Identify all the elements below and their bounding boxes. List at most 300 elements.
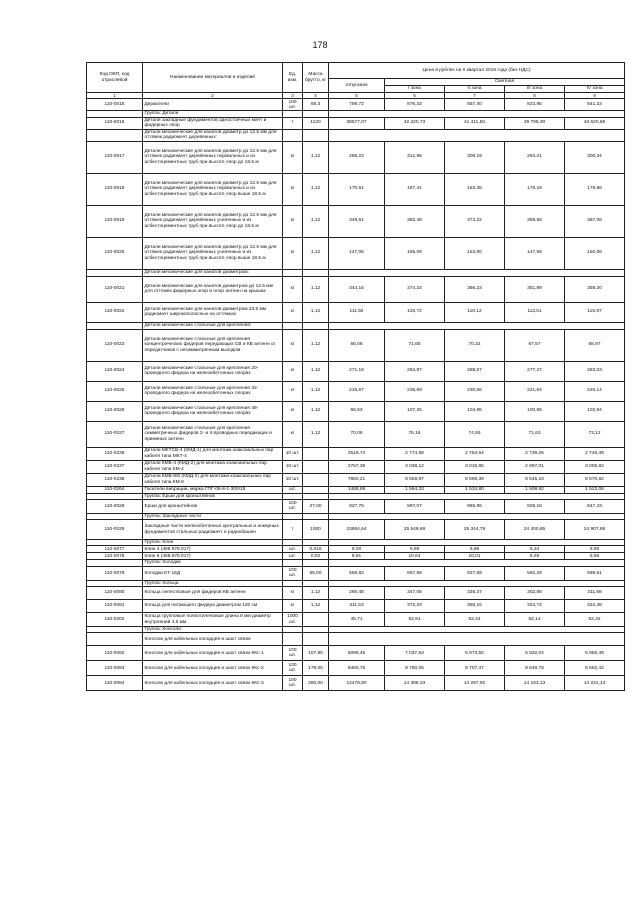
code-cell: 110-0027	[87, 421, 143, 447]
zone-price-cell: 1 523,08	[565, 486, 625, 493]
mass-cell: 1,12	[303, 361, 329, 381]
wholesale-price-cell: 38577,07	[329, 117, 385, 129]
group-label: Группа: Клин	[143, 540, 283, 546]
zone-price-cell: 176,19	[505, 173, 565, 205]
name-cell: Держатели	[143, 99, 283, 111]
zone-price-cell: 52,14	[505, 613, 565, 627]
name-cell: Закладные части железобетонных центральных и анкерных фундаментов стальных радиомачт и радиобашен	[143, 520, 283, 540]
wholesale-price-cell: 147,06	[329, 237, 385, 269]
unit-cell: 10 шт.	[283, 447, 303, 460]
unit-cell: т	[283, 117, 303, 129]
zone-price-cell: 300,34	[565, 141, 625, 173]
column-number: 5	[329, 93, 385, 99]
code-cell: 110-0021	[87, 276, 143, 302]
zone-price-cell: 14 388,33	[385, 676, 445, 691]
zone-price-cell: 7 037,63	[385, 646, 445, 661]
zone-price-cell: 6 932,04	[505, 646, 565, 661]
wholesale-price-cell: 98,63	[329, 401, 385, 421]
mass-cell	[303, 447, 329, 460]
zone-price-cell: 324,72	[505, 600, 565, 613]
code-cell: 110-0081	[87, 600, 143, 613]
unit-cell: 100 шт.	[283, 646, 303, 661]
unit-cell: 100 шт.	[283, 566, 303, 580]
price-group-header: Цена в рублях на II квартал 2016 года (без НДС)	[329, 63, 625, 79]
unit-cell: кг	[283, 587, 303, 600]
wholesale-price-cell: 111,92	[329, 302, 385, 322]
name-cell: Детали механические стальные для крепления концентрических фидеров передающих СВ и КВ антенн от передатчиков с несиммитричным выходом	[143, 329, 283, 361]
zone-price-cell: 9,56	[565, 553, 625, 560]
name-header: Наименование материалов и изделий	[143, 63, 283, 93]
name-cell: Кольца для питающего фидера диаметром 120 см	[143, 600, 283, 613]
unit-cell: 1000 шт.	[283, 613, 303, 627]
name-cell: Клин 6 (488.978.017)	[143, 553, 283, 560]
column-number: 3	[283, 93, 303, 99]
zone-price-cell: 2 754,64	[445, 447, 505, 460]
unit-header: Ед. изм.	[283, 63, 303, 93]
name-cell: Консоли для кабельных колодцев и шахт связи ККс-3	[143, 676, 283, 691]
code-cell: 110-0029	[87, 520, 143, 540]
unit-cell: кг	[283, 421, 303, 447]
wholesale-price-cell: 8450,76	[329, 661, 385, 676]
zone-price-cell: 350,15	[445, 600, 505, 613]
name-cell: Детали закладные фундаментов одностоечных мачт и фидерных опор	[143, 117, 283, 129]
zone-price-cell: 71,63	[505, 421, 565, 447]
mass-cell: 1,12	[303, 421, 329, 447]
code-cell: 110-0017	[87, 141, 143, 173]
code-cell: 110-0025	[87, 381, 143, 401]
code-cell: 110-0238	[87, 473, 143, 486]
unit-cell: 100 шт.	[283, 99, 303, 111]
zone-price-cell: 311,68	[565, 587, 625, 600]
group-label: Группа: Ерши для кронштейнов	[143, 493, 283, 499]
unit-cell: кг	[283, 276, 303, 302]
name-cell: Детали МКТСБ-4 (КМД-1) для монтажа коаксиальных пар кабеля типа МКТ-4	[143, 447, 283, 460]
name-cell: Кольца групповые полиэтиленовые длина 8 мм диаметр внутренний 4,6 мм	[143, 613, 283, 627]
price-empty-cell	[329, 129, 625, 141]
group-label: Консоли для кабельных колодцев и шахт связи:	[143, 633, 283, 646]
code-cell: 110-0237	[87, 460, 143, 473]
mass-cell	[303, 613, 329, 627]
mass-cell: 0,018	[303, 546, 329, 553]
zone-price-cell: 334,38	[565, 600, 625, 613]
wholesale-price-cell: 66,08	[329, 329, 385, 361]
name-cell: Детали механические для канатов диаметр до 12.5 мм для оттяжек радиомачт деревянных усиленных и из асбестоцементных труб при высоте опор выше 18.5 м	[143, 237, 283, 269]
code-cell: 110-0078	[87, 553, 143, 560]
zone-price-cell: 8 545,23	[505, 473, 565, 486]
group-label: Детали механические для канатов диаметром:	[143, 269, 283, 276]
wholesale-price-cell: 2767,39	[329, 460, 385, 473]
price-table	[86, 62, 625, 691]
unit-cell: кг	[283, 237, 303, 269]
table-row	[87, 499, 625, 513]
mass-cell	[303, 269, 329, 276]
column-number: 1	[87, 93, 143, 99]
zone-price-cell: 68,97	[565, 329, 625, 361]
zone-price-cell: 3 015,85	[445, 460, 505, 473]
zone-price-cell: 6 955,49	[565, 646, 625, 661]
code-cell: 110-0028	[87, 499, 143, 513]
zone-header: III зона	[505, 86, 565, 93]
wholesale-price-cell: 798,72	[329, 99, 385, 111]
zone-price-cell: 347,05	[385, 587, 445, 600]
table-row	[87, 302, 625, 322]
zone-price-cell: 221,64	[505, 381, 565, 401]
name-cell: Детали механические стальные для крепления 48-проводного фидера на железобетонных опорах	[143, 401, 283, 421]
code-cell: 110-0082	[87, 646, 143, 661]
zone-header: I зона	[385, 86, 445, 93]
zone-price-cell: 67,57	[505, 329, 565, 361]
mass-cell: 1,12	[303, 205, 329, 237]
wholesale-price-cell: 70,06	[329, 421, 385, 447]
zone-price-cell: 183,38	[445, 173, 505, 205]
wholesale-price-cell: 8,00	[329, 546, 385, 553]
table-row	[87, 486, 625, 493]
estimate-header: Сметная	[385, 79, 625, 86]
zone-price-cell: 1 508,92	[505, 486, 565, 493]
mass-cell: 1120	[303, 117, 329, 129]
name-cell: Детали механические стальные для крепления 32-проводного фидера на железобетонных опорах	[143, 381, 283, 401]
zone-price-cell: 823,86	[505, 99, 565, 111]
zone-price-cell: 10,01	[445, 553, 505, 560]
table-row	[87, 173, 625, 205]
zone-price-cell: 9,59	[385, 546, 445, 553]
mass-cell: 107,90	[303, 646, 329, 661]
group-label: Группа: Консоли	[143, 627, 283, 633]
unit-cell: 100 шт.	[283, 661, 303, 676]
table-row	[87, 141, 625, 173]
zone-price-cell: 14 287,92	[445, 676, 505, 691]
code-cell: 110-0024	[87, 361, 143, 381]
unit-cell: кг	[283, 141, 303, 173]
zone-price-cell: 372,33	[385, 600, 445, 613]
zone-price-cell: 947,43	[565, 499, 625, 513]
name-cell: Детали механические для канатов диаметром 23.5 мм радиомачт широкополосных на оттяжках	[143, 302, 283, 322]
zone-price-cell: 52,44	[445, 613, 505, 627]
group-label: Группа: Колодки	[143, 560, 283, 566]
column-number: 2	[143, 93, 283, 99]
mass-cell: 1,12	[303, 141, 329, 173]
zone-price-cell: 599,61	[565, 566, 625, 580]
name-cell: Детали КМБ-4 (КМД-2) для монтажа коаксиальных пар кабеля типа КМ-4	[143, 460, 283, 473]
code-cell: 110-0023	[87, 329, 143, 361]
unit-cell: 100 шт.	[283, 676, 303, 691]
table-row	[87, 553, 625, 560]
unit-cell: шт.	[283, 553, 303, 560]
wholesale-price-cell: 271,18	[329, 361, 385, 381]
zone-price-cell: 3 038,12	[385, 460, 445, 473]
name-cell: Клин 4 (488.978.017)	[143, 546, 283, 553]
zone-price-cell: 107,25	[385, 401, 445, 421]
zone-price-cell: 179,86	[565, 173, 625, 205]
zone-price-cell: 965,96	[445, 499, 505, 513]
zone-price-cell: 10,64	[385, 553, 445, 560]
zone-price-cell: 24 400,85	[505, 520, 565, 540]
table-row	[87, 99, 625, 111]
table-row	[87, 237, 625, 269]
table-row	[87, 587, 625, 600]
zone-price-cell: 226,14	[565, 381, 625, 401]
unit-cell: 100 шт.	[283, 499, 303, 513]
zone-price-cell: 312,95	[385, 141, 445, 173]
mass-cell: 280,00	[303, 676, 329, 691]
unit-cell: кг	[283, 600, 303, 613]
price-empty-cell	[329, 269, 625, 276]
zone-price-cell: 235,69	[385, 381, 445, 401]
code-cell: 110-0016	[87, 117, 143, 129]
zone-price-cell: 8 596,39	[445, 473, 505, 486]
column-number: 4	[303, 93, 329, 99]
mass-cell	[303, 486, 329, 493]
zone-price-cell: 359,56	[505, 205, 565, 237]
group-row	[87, 633, 625, 646]
table-row	[87, 613, 625, 627]
code-cell: 110-0236	[87, 447, 143, 460]
unit-cell: 10 шт.	[283, 473, 303, 486]
table-row	[87, 546, 625, 553]
wholesale-price-cell: 556,82	[329, 566, 385, 580]
code-cell	[87, 633, 143, 646]
zone-price-cell: 667,56	[385, 566, 445, 580]
table-row	[87, 473, 625, 486]
mass-cell: 1,12	[303, 401, 329, 421]
group-label: Группа: Кольца	[143, 580, 283, 586]
unit-cell: кг	[283, 302, 303, 322]
unit-cell: кг	[283, 401, 303, 421]
zone-price-cell: 40 620,68	[565, 117, 625, 129]
zone-price-cell: 71,65	[385, 329, 445, 361]
zone-price-cell: 74,55	[445, 421, 505, 447]
wholesale-price-cell: 6099,45	[329, 646, 385, 661]
column-number: 6	[385, 93, 445, 99]
zone-header: IV зона	[565, 86, 625, 93]
code-cell: 110-0080	[87, 587, 143, 600]
wholesale-price-cell: 45,71	[329, 613, 385, 627]
table-row	[87, 646, 625, 661]
mass-cell: 1,12	[303, 173, 329, 205]
zone-price-cell: 73,12	[565, 421, 625, 447]
table-row	[87, 117, 625, 129]
group-row	[87, 322, 625, 329]
zone-price-cell: 294,21	[505, 141, 565, 173]
zone-price-cell: 374,23	[385, 276, 445, 302]
zone-price-cell: 302,88	[505, 587, 565, 600]
column-number: 7	[445, 93, 505, 99]
zone-price-cell: 8 659,87	[385, 473, 445, 486]
group-label: Детали механические стальные для крепления:	[143, 322, 283, 329]
zone-price-cell: 115,87	[565, 302, 625, 322]
mass-cell: 1,12	[303, 302, 329, 322]
zone-price-cell: 8,96	[445, 546, 505, 553]
wholesale-price-cell: 170,61	[329, 173, 385, 205]
table-row	[87, 276, 625, 302]
mass-cell: 1,12	[303, 276, 329, 302]
price-empty-cell	[329, 322, 625, 329]
name-cell: Кольца лепестковые для фидеров КВ антенн	[143, 587, 283, 600]
unit-cell: 10 шт.	[283, 460, 303, 473]
price-empty-cell	[329, 633, 625, 646]
mass-cell: 1,12	[303, 329, 329, 361]
column-number: 9	[565, 93, 625, 99]
name-cell: Детали КМБ-8/6 (КМД-2) для монтажа коаксиальных пар кабеля типа КМ-8	[143, 473, 283, 486]
zone-price-cell: 230,66	[445, 381, 505, 401]
unit-cell: кг	[283, 173, 303, 205]
zone-price-cell: 928,18	[505, 499, 565, 513]
wholesale-price-cell: 344,16	[329, 276, 385, 302]
group-label: Детали механические для канатов диаметр до 12.5 мм для оттяжек радиомачт деревянных:	[143, 129, 283, 141]
zone-price-cell: 153,60	[445, 237, 505, 269]
zone-price-cell: 52,91	[385, 613, 445, 627]
name-cell: Колодки КТ-16Д	[143, 566, 283, 580]
name-cell: Детали механические стальные для крепления 20-проводного фидера на железобетонных опорах	[143, 361, 283, 381]
group-row	[87, 269, 625, 276]
name-cell: Детали механические для канатов диаметр до 12.5 мм для оттяжек радиомачт деревянных усиленных и из асбестоцементных труб при высоте опор до 18.5 м	[143, 205, 283, 237]
wholesale-price-cell: 8,91	[329, 553, 385, 560]
mass-cell: 179,00	[303, 661, 329, 676]
mass-cell: 1,12	[303, 600, 329, 613]
wholesale-price-cell: 285,23	[329, 141, 385, 173]
mass-cell	[303, 129, 329, 141]
name-cell: Детали механические для канатов диаметр до 12.5 мм для оттяжек радиомачт деревянных нормальных и из асбестоцементных труб при высоте опор выше 18.5 м	[143, 173, 283, 205]
mass-cell: 1,12	[303, 587, 329, 600]
wholesale-price-cell: 7860,21	[329, 473, 385, 486]
group-row	[87, 129, 625, 141]
table-row	[87, 447, 625, 460]
zone-price-cell: 52,32	[565, 613, 625, 627]
code-cell: 110-0018	[87, 173, 143, 205]
wholesale-price-cell: 290,48	[329, 587, 385, 600]
zone-price-cell: 366,23	[445, 276, 505, 302]
mass-cell: 27,00	[303, 499, 329, 513]
code-cell: 110-0264	[87, 486, 143, 493]
unit-cell: кг	[283, 205, 303, 237]
wholesale-price-cell: 2518,74	[329, 447, 385, 460]
zone-price-cell: 9,28	[505, 553, 565, 560]
code-cell: 110-0083	[87, 661, 143, 676]
mass-cell: 1,12	[303, 381, 329, 401]
code-cell: 110-0022	[87, 302, 143, 322]
zone-price-cell: 277,27	[505, 361, 565, 381]
table-row	[87, 661, 625, 676]
zone-price-cell: 876,33	[385, 99, 445, 111]
code-cell: 110-0026	[87, 401, 143, 421]
zone-price-cell: 41 411,50	[445, 117, 505, 129]
zone-price-cell: 841,23	[565, 99, 625, 111]
mass-cell	[303, 633, 329, 646]
table-row	[87, 329, 625, 361]
zone-header: II зона	[445, 86, 505, 93]
table-row	[87, 600, 625, 613]
zone-price-cell: 2 739,25	[505, 447, 565, 460]
zone-price-cell: 283,03	[565, 361, 625, 381]
mass-cell	[303, 473, 329, 486]
code-cell	[87, 129, 143, 141]
mass-cell: 55,00	[303, 566, 329, 580]
zone-price-cell: 70,32	[445, 329, 505, 361]
zone-price-cell: 2 997,01	[505, 460, 565, 473]
table-body	[87, 99, 625, 691]
zone-price-cell: 582,29	[505, 566, 565, 580]
name-cell: Консоли для кабельных колодцев и шахт связи ККс-2	[143, 661, 283, 676]
table-row	[87, 361, 625, 381]
unit-cell: т	[283, 520, 303, 540]
zone-price-cell: 627,69	[445, 566, 505, 580]
table-row	[87, 566, 625, 580]
zone-price-cell: 102,94	[565, 401, 625, 421]
wholesale-price-cell: 12479,80	[329, 676, 385, 691]
mass-cell	[303, 322, 329, 329]
zone-price-cell: 294,87	[385, 361, 445, 381]
group-label: Группа: Закладные части	[143, 513, 283, 519]
zone-price-cell: 25 344,79	[445, 520, 505, 540]
wholesale-price-cell: 349,61	[329, 205, 385, 237]
code-cell: 110-0084	[87, 676, 143, 691]
code-cell: 110-0079	[87, 566, 143, 580]
wholesale-price-cell: 937,76	[329, 499, 385, 513]
zone-price-cell: 1 564,33	[385, 486, 445, 493]
table-row	[87, 381, 625, 401]
zone-price-cell: 8,34	[505, 546, 565, 553]
zone-price-cell: 6 973,50	[445, 646, 505, 661]
zone-price-cell: 3 006,82	[565, 460, 625, 473]
code-cell: 110-0020	[87, 237, 143, 269]
mass-cell: 1,12	[303, 237, 329, 269]
zone-price-cell: 997,07	[385, 499, 445, 513]
code-cell	[87, 322, 143, 329]
zone-price-cell: 150,66	[565, 237, 625, 269]
zone-price-cell: 42 320,73	[385, 117, 445, 129]
zone-price-cell: 9 780,05	[385, 661, 445, 676]
wholesale-price-cell: 216,67	[329, 381, 385, 401]
zone-price-cell: 306,19	[445, 141, 505, 173]
zone-price-cell: 374,22	[445, 205, 505, 237]
name-cell: Консоли для кабельных колодцев и шахт связи ККс-1	[143, 646, 283, 661]
zone-price-cell: 118,12	[445, 302, 505, 322]
unit-cell: шт.	[283, 546, 303, 553]
unit-cell: кг	[283, 329, 303, 361]
zone-price-cell: 857,40	[445, 99, 505, 111]
zone-price-cell: 9 682,42	[565, 661, 625, 676]
zone-price-cell: 14 183,13	[505, 676, 565, 691]
zone-price-cell: 326,37	[445, 587, 505, 600]
zone-price-cell: 120,72	[385, 302, 445, 322]
unit-cell: кг	[283, 381, 303, 401]
mass-header: Масса брутто, кг	[303, 63, 329, 93]
table-row	[87, 520, 625, 540]
mass-cell: 1000	[303, 520, 329, 540]
code-header: Код ОКП, код отраслевой	[87, 63, 143, 93]
table-row	[87, 401, 625, 421]
table-row	[87, 460, 625, 473]
zone-price-cell: 14 231,13	[565, 676, 625, 691]
mass-cell: 0,02	[303, 553, 329, 560]
name-cell: Ерши для кронштейнов	[143, 499, 283, 513]
table-row	[87, 421, 625, 447]
zone-price-cell: 24 907,68	[565, 520, 625, 540]
table-row	[87, 676, 625, 691]
wholesale-price-cell: 1468,69	[329, 486, 385, 493]
zone-price-cell: 76,16	[385, 421, 445, 447]
unit-cell	[283, 129, 303, 141]
unit-cell	[283, 322, 303, 329]
unit-cell	[283, 269, 303, 276]
mass-cell: 68,3	[303, 99, 329, 111]
code-cell: 110-0202	[87, 613, 143, 627]
zone-price-cell: 39 798,30	[505, 117, 565, 129]
code-cell	[87, 269, 143, 276]
table-header	[87, 63, 625, 99]
zone-price-cell: 113,51	[505, 302, 565, 322]
zone-price-cell: 147,59	[505, 237, 565, 269]
